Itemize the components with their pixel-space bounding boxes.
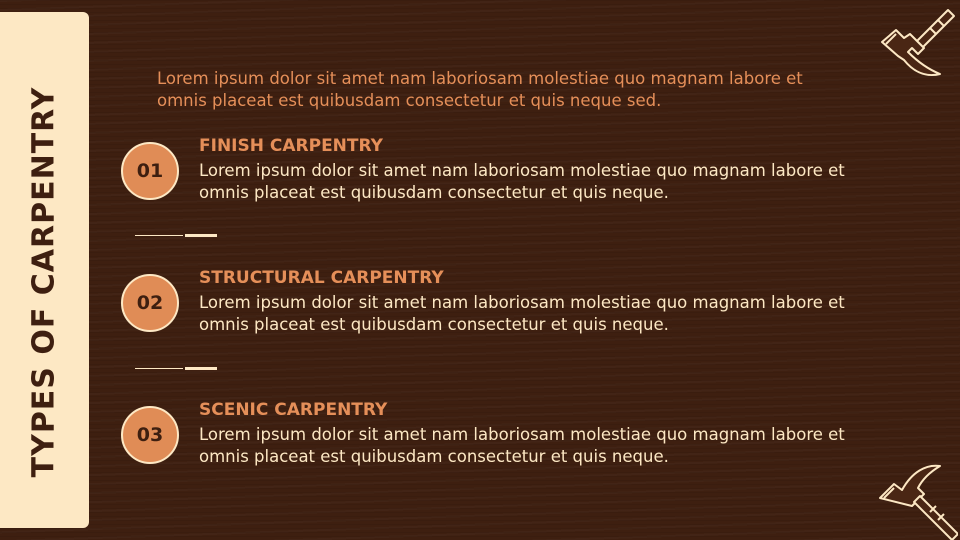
item-title: STRUCTURAL CARPENTRY	[199, 268, 444, 288]
sidebar-title: TYPES OF CARPENTRY	[26, 86, 62, 478]
list-item	[121, 268, 845, 338]
number-badge: 03	[121, 406, 179, 464]
hammer-icon	[878, 0, 958, 80]
item-title: FINISH CARPENTRY	[199, 136, 383, 156]
number-badge: 02	[121, 274, 179, 332]
item-body: Lorem ipsum dolor sit amet nam laboriosam molestiae quo magnam labore et omnis placeat est quibusdam consectetur et quis neque.	[199, 161, 845, 202]
item-body: Lorem ipsum dolor sit amet nam laboriosam molestiae quo magnam labore et omnis placeat est quibusdam consectetur et quis neque.	[199, 425, 845, 466]
list-item	[121, 136, 845, 206]
number-badge: 01	[121, 142, 179, 200]
sidebar-panel	[0, 12, 89, 528]
divider	[135, 234, 217, 237]
item-body: Lorem ipsum dolor sit amet nam laboriosam molestiae quo magnam labore et omnis placeat est quibusdam consectetur et quis neque.	[199, 293, 845, 334]
hammer-icon	[878, 460, 958, 540]
item-title: SCENIC CARPENTRY	[199, 400, 388, 420]
list-item	[121, 400, 845, 470]
divider	[135, 367, 217, 370]
intro-text: Lorem ipsum dolor sit amet nam laboriosam molestiae quo magnam labore et omnis placeat est quibusdam consectetur et quis neque sed.	[157, 69, 803, 110]
